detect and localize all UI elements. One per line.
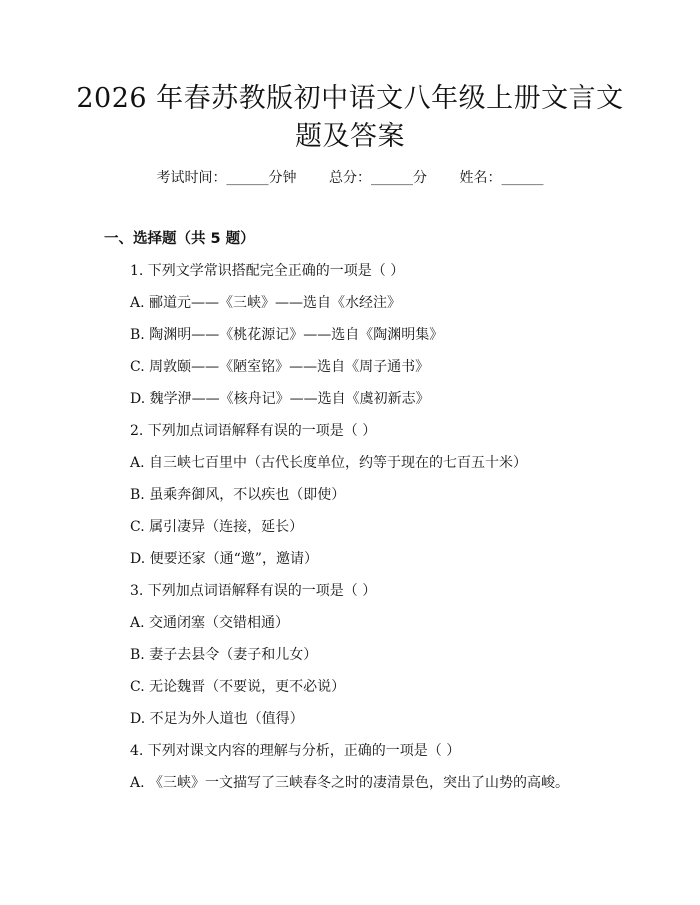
- exam-meta: [0, 168, 700, 188]
- question-3-option-d: D. 不足为外人道也（值得）: [130, 711, 304, 727]
- question-2-option-d: D. 便要还家（通“邀”，邀请）: [130, 551, 318, 567]
- document-title-line-2: 题及答案: [295, 121, 405, 152]
- question-1-option-c: C. 周敦颐——《陋室铭》——选自《周子通书》: [130, 359, 430, 375]
- question-1-option-d: D. 魏学洢——《核舟记》——选自《虞初新志》: [130, 391, 430, 407]
- question-2-option-c: C. 属引凄异（连接，延长）: [130, 519, 304, 535]
- question-4-option-a: A. 《三峡》一文描写了三峡春冬之时的凄清景色，突出了山势的高峻。: [130, 775, 570, 791]
- question-1-option-b: B. 陶渊明——《桃花源记》——选自《陶渊明集》: [130, 327, 444, 343]
- question-2-option-b: B. 虽乘奔御风，不以疾也（即使）: [130, 487, 346, 503]
- question-3-stem: 3. 下列加点词语解释有误的一项是（ ）: [130, 583, 377, 599]
- question-3-option-a: A. 交通闭塞（交错相通）: [130, 615, 290, 631]
- question-3-option-b: B. 妻子去县令（妻子和儿女）: [130, 647, 318, 663]
- document-title-line-1: 2026 年春苏教版初中语文八年级上册文言文: [76, 83, 624, 114]
- exam-name: 姓名：______: [459, 170, 544, 186]
- question-1-option-a: A. 郦道元——《三峡》——选自《水经注》: [130, 295, 402, 311]
- question-4-stem: 4. 下列对课文内容的理解与分析，正确的一项是（ ）: [130, 743, 461, 759]
- exam-time: 考试时间：______分钟: [156, 170, 297, 186]
- question-1-stem: 1. 下列文学常识搭配完全正确的一项是（ ）: [130, 263, 405, 279]
- question-3-option-c: C. 无论魏晋（不要说，更不必说）: [130, 679, 346, 695]
- exam-score: 总分：______分: [329, 170, 427, 186]
- section-title-choice: 一、选择题（共 5 题）: [104, 231, 255, 247]
- question-2-stem: 2. 下列加点词语解释有误的一项是（ ）: [130, 423, 377, 439]
- question-2-option-a: A. 自三峡七百里中（古代长度单位，约等于现在的七百五十米）: [130, 455, 528, 471]
